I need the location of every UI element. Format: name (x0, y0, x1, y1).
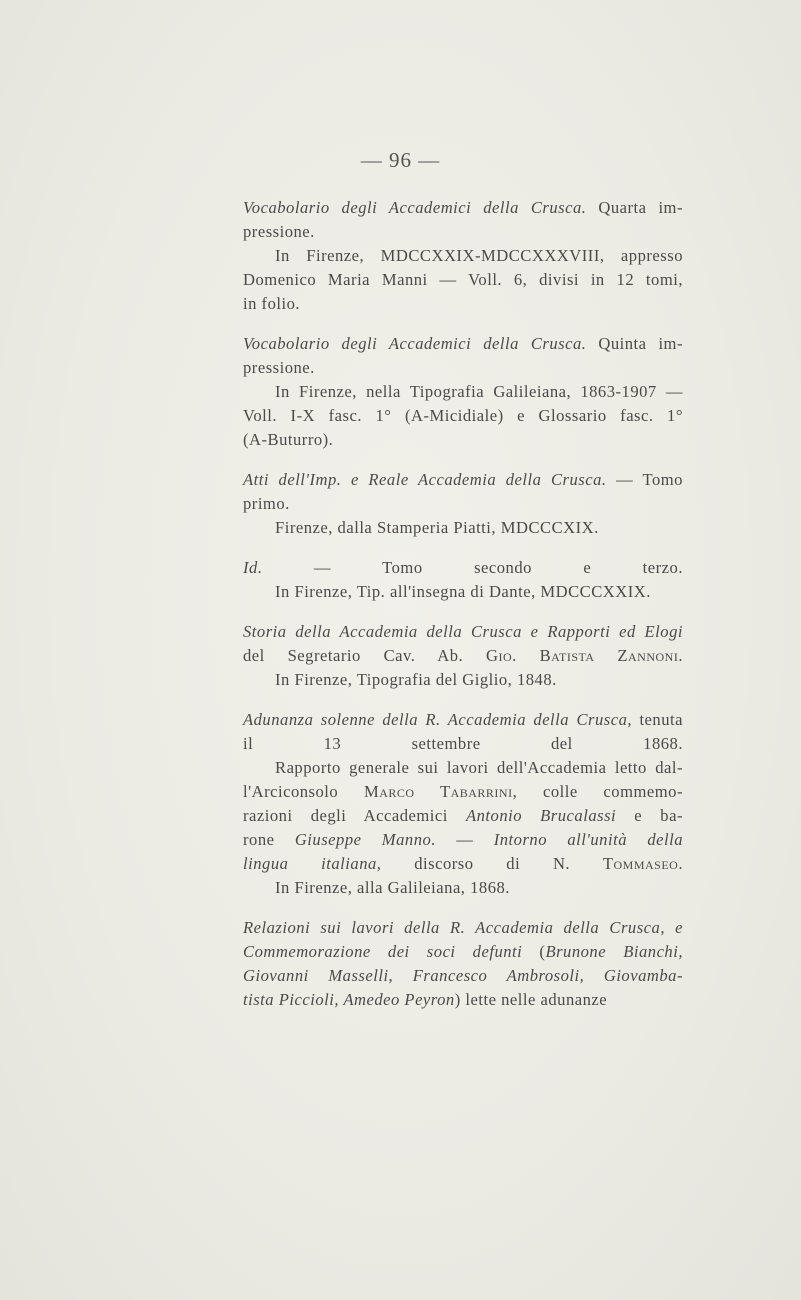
entry-line (243, 988, 683, 1012)
small-caps-text: Tommaseo (602, 854, 679, 873)
entry-line (243, 644, 683, 668)
entry-line (243, 356, 683, 380)
entry-line (243, 468, 683, 492)
italic-text: Vocabolario degli Accademici della Crusca. (243, 198, 587, 217)
entry-line (243, 196, 683, 220)
entry-line (243, 292, 683, 316)
text-run: — Tomo (606, 470, 683, 489)
text-run: In Firenze, MDCCXXIX-MDCCXXXVIII, appresso (275, 246, 683, 265)
bibliography-entry (243, 620, 683, 692)
entry-line (243, 876, 683, 900)
text-run: il 13 settembre del 1868. (243, 734, 683, 753)
text-run: pressione. (243, 222, 315, 241)
text-run: e ba- (616, 806, 683, 825)
entry-line (243, 268, 683, 292)
entry-line (243, 708, 683, 732)
bibliography-entry (243, 708, 683, 900)
entry-line (243, 404, 683, 428)
text-run: Voll. I-X fasc. 1° (A-Micidiale) e Glossario fasc. 1° (243, 406, 683, 425)
text-run: in folio. (243, 294, 301, 313)
text-run: . (678, 854, 683, 873)
text-run: Rapporto generale sui lavori dell'Accademia letto dal- (275, 758, 683, 777)
bibliography-entry (243, 332, 683, 452)
text-run: ) lette nelle adunanze (454, 990, 608, 1009)
text-run: (A-Buturro). (243, 430, 334, 449)
small-caps-text: Marco Tabarrini (363, 782, 513, 801)
entry-line (243, 852, 683, 876)
bibliography-entry (243, 196, 683, 316)
bibliography-list (243, 196, 683, 1028)
entry-line (243, 380, 683, 404)
text-run: rone (243, 830, 295, 849)
text-run: tenuta (632, 710, 683, 729)
text-run: , colle commemo- (512, 782, 683, 801)
text-run: del Segretario Cav. Ab. (243, 646, 487, 665)
italic-text: Atti dell'Imp. e Reale Accademia della Crusca. (243, 470, 607, 489)
entry-line (243, 916, 683, 940)
text-run: l'Arciconsolo (243, 782, 364, 801)
entry-line (243, 732, 683, 756)
text-run: primo. (243, 494, 290, 513)
entry-line (243, 332, 683, 356)
italic-text: Brunone Bianchi, (545, 942, 683, 961)
entry-line (243, 516, 683, 540)
text-run: Domenico Maria Manni — Voll. 6, divisi in 12 tomi, (243, 270, 683, 289)
text-run: — Tomo secondo e terzo. (262, 558, 683, 577)
italic-text: Intorno all'unità della (493, 830, 684, 849)
entry-line (243, 804, 683, 828)
italic-text: Id. (243, 558, 263, 577)
text-run: Firenze, dalla Stamperia Piatti, MDCCCXIX. (275, 518, 599, 537)
entry-line (243, 556, 683, 580)
italic-text: Commemorazione dei soci defunti (243, 942, 523, 961)
text-run: In Firenze, Tipografia del Giglio, 1848. (275, 670, 557, 689)
bibliography-entry (243, 468, 683, 540)
entry-line (243, 780, 683, 804)
italic-text: Antonio Brucalassi (465, 806, 617, 825)
bibliography-entry (243, 916, 683, 1012)
italic-text: Vocabolario degli Accademici della Crusca. (243, 334, 587, 353)
bibliography-entry (243, 556, 683, 604)
text-run: In Firenze, Tip. all'insegna di Dante, MDCCCXXIX. (275, 582, 651, 601)
text-run: razioni degli Accademici (243, 806, 466, 825)
entry-line (243, 964, 683, 988)
text-run: Quinta im- (586, 334, 683, 353)
italic-text: Giuseppe Manno. (294, 830, 436, 849)
text-run: discorso di N. (381, 854, 603, 873)
entry-line (243, 668, 683, 692)
text-run: ( (522, 942, 546, 961)
entry-line (243, 940, 683, 964)
page-number: — 96 — (360, 148, 441, 172)
text-run: — (435, 830, 494, 849)
text-run: . (678, 646, 683, 665)
entry-line (243, 756, 683, 780)
italic-text: lingua italiana, (243, 854, 382, 873)
entry-line (243, 828, 683, 852)
entry-line (243, 220, 683, 244)
italic-text: Relazioni sui lavori della R. Accademia della Crusca, e (243, 918, 683, 937)
entry-line (243, 244, 683, 268)
italic-text: Adunanza solenne della R. Accademia della Crusca, (243, 710, 633, 729)
italic-text: tista Piccioli, Amedeo Peyron (243, 990, 455, 1009)
text-run: In Firenze, alla Galileiana, 1868. (275, 878, 510, 897)
entry-line (243, 580, 683, 604)
italic-text: Storia della Accademia della Crusca e Rapporti ed Elogi (243, 622, 683, 641)
entry-line (243, 428, 683, 452)
entry-line (243, 620, 683, 644)
italic-text: Giovanni Masselli, Francesco Ambrosoli, Giovamba- (243, 966, 683, 985)
entry-line (243, 492, 683, 516)
text-run: pressione. (243, 358, 315, 377)
text-run: Quarta im- (586, 198, 683, 217)
text-run: In Firenze, nella Tipografia Galileiana, 1863-1907 — (275, 382, 683, 401)
small-caps-text: Gio. Batista Zannoni (486, 646, 679, 665)
